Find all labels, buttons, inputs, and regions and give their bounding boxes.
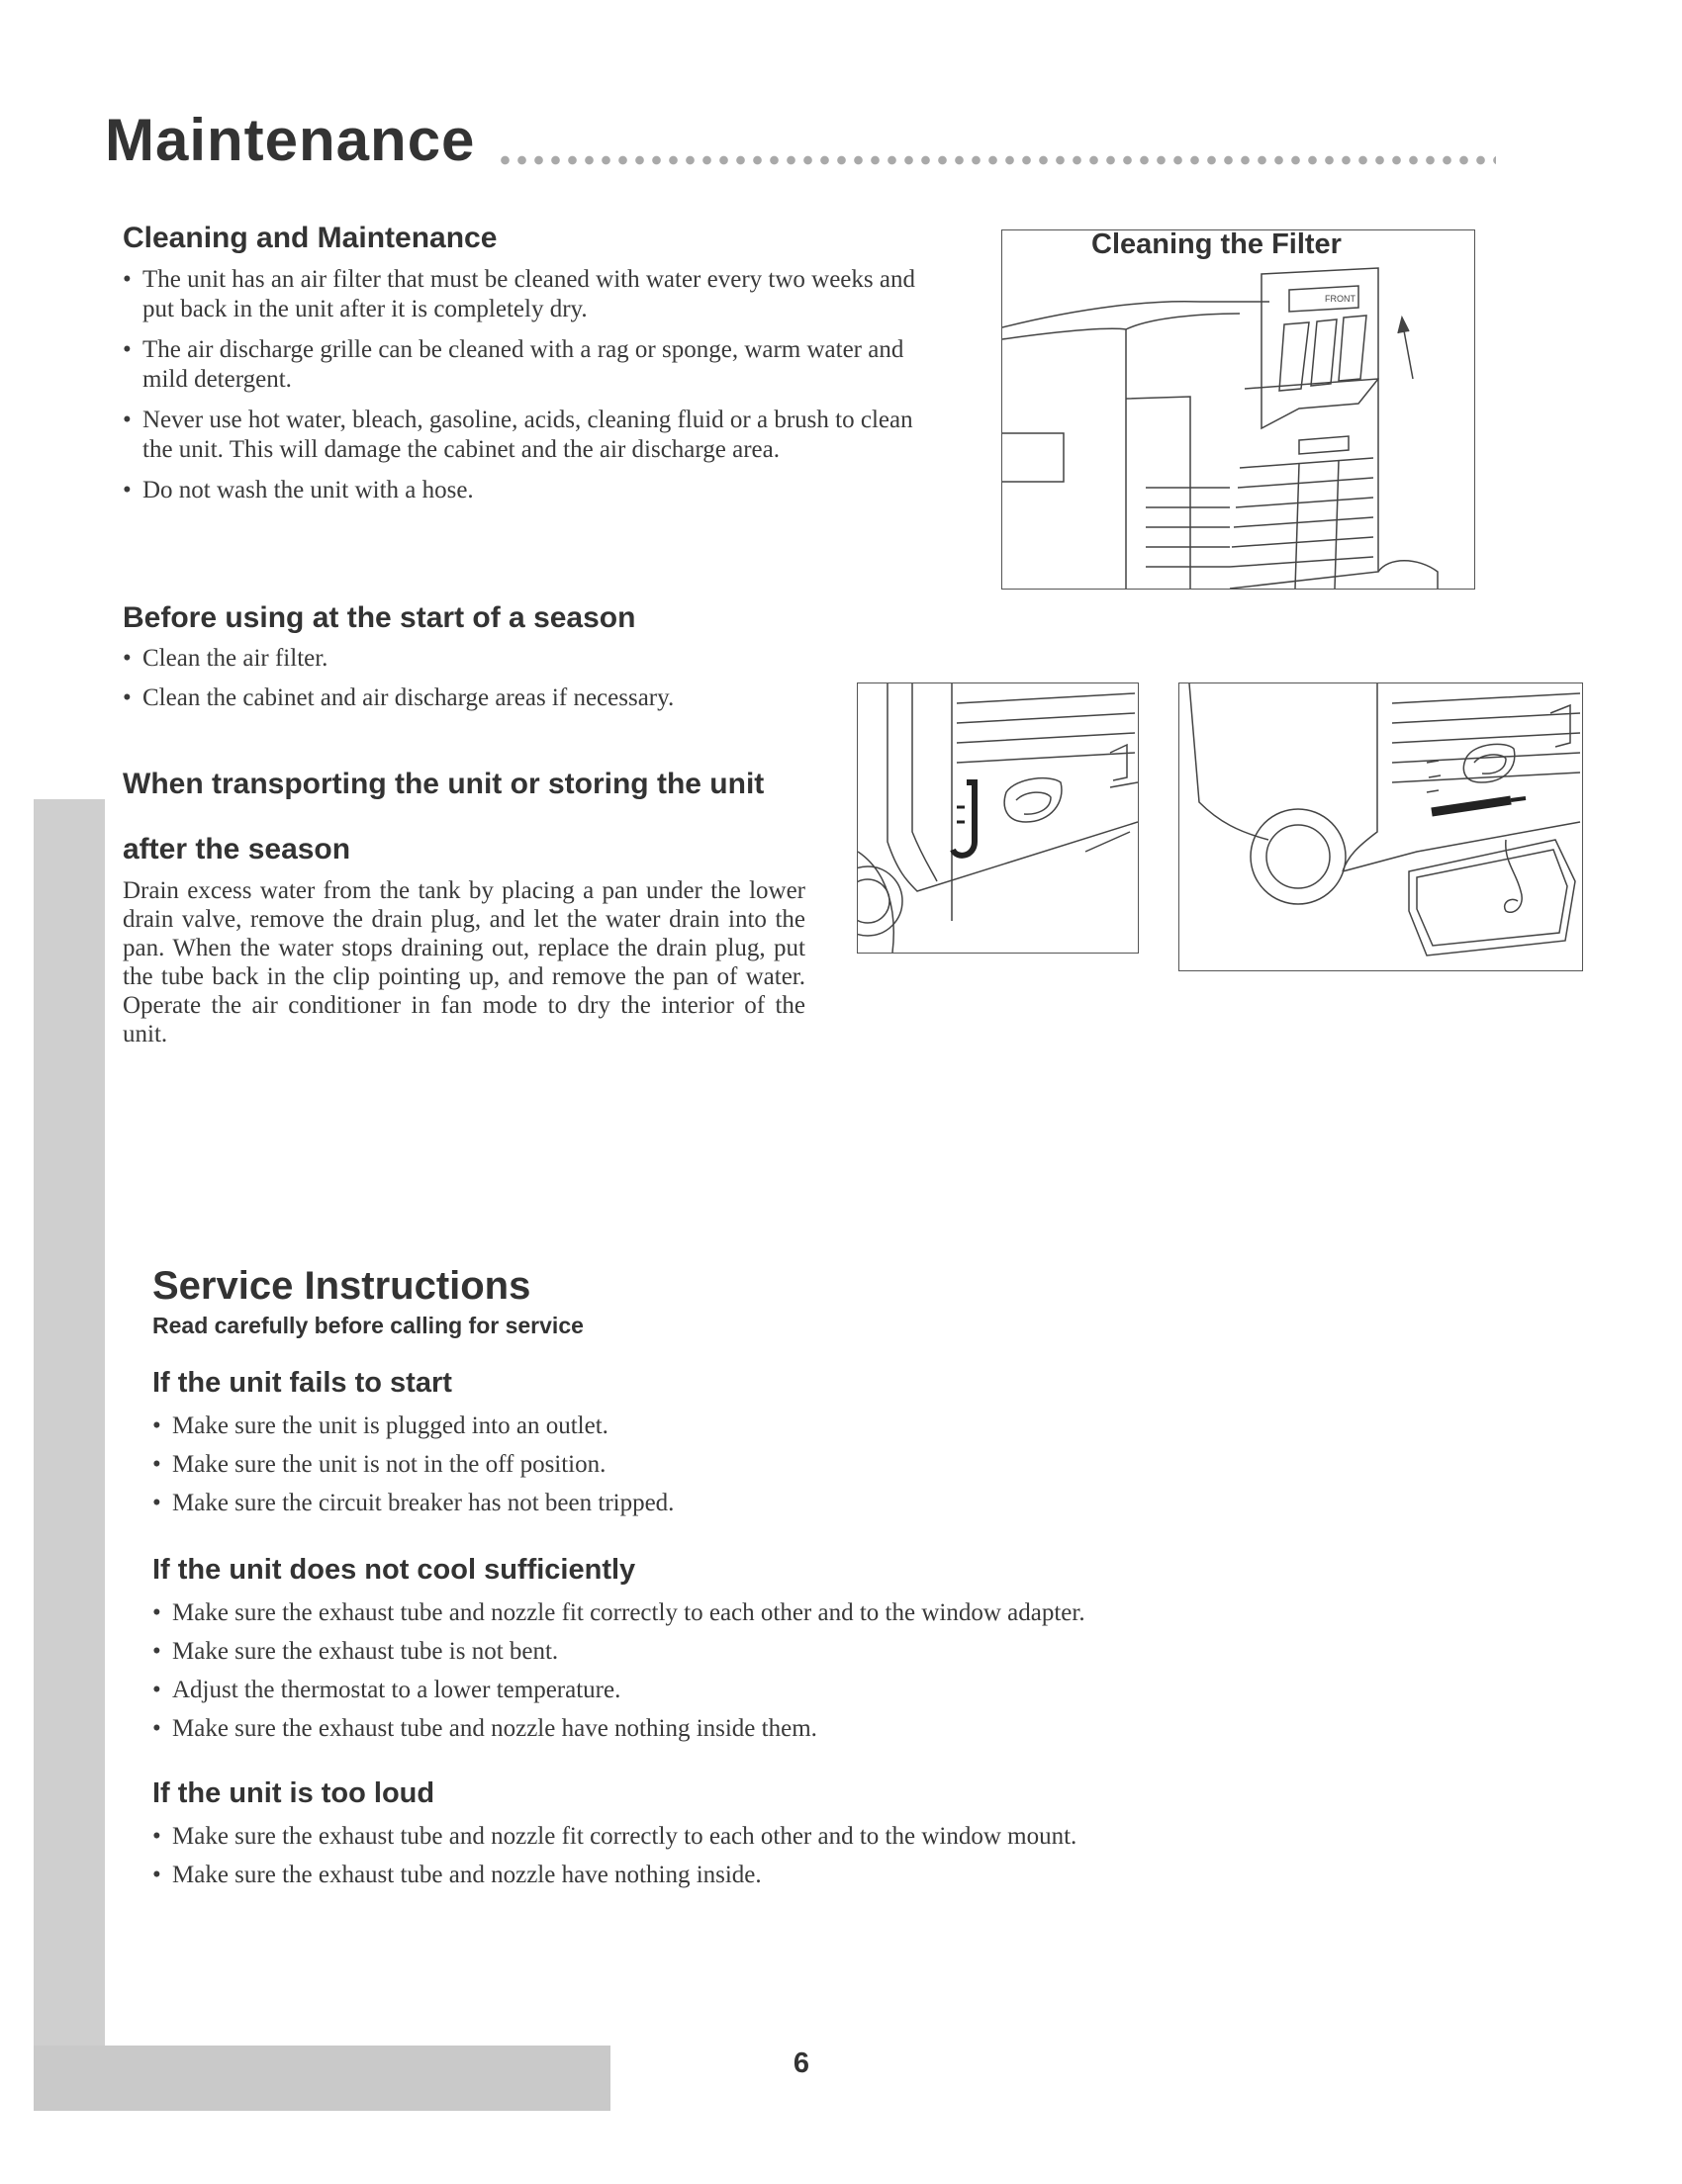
page-title: Maintenance	[105, 107, 476, 173]
list-item: • The air discharge grille can be cleaned with a rag or sponge, warm water and mild detergent.	[123, 335, 944, 395]
list-item: • Make sure the exhaust tube and nozzle have nothing inside them.	[152, 1714, 1538, 1743]
drain-figure-left	[857, 682, 1139, 954]
list-item: • The unit has an air filter that must be cleaned with water every two weeks and put back in the unit after it is completely dry.	[123, 265, 944, 324]
drain-figure-right	[1178, 682, 1583, 971]
cleaning-list	[123, 265, 944, 516]
drain-plug-illustration	[858, 683, 1138, 953]
list-item: • Make sure the exhaust tube and nozzle fit correctly to each other and to the window adapter.	[152, 1598, 1538, 1627]
title-dot-leader	[497, 153, 1496, 167]
filter-figure-title: Cleaning the Filter	[1083, 229, 1350, 261]
list-item: • Make sure the exhaust tube is not bent.	[152, 1637, 1538, 1666]
list-item: • Adjust the thermostat to a lower temperature.	[152, 1676, 1538, 1704]
cleaning-heading: Cleaning and Maintenance	[123, 222, 498, 254]
list-item: • Make sure the exhaust tube and nozzle fit correctly to each other and to the window mount.	[152, 1822, 1538, 1851]
front-label: FRONT	[1325, 294, 1355, 304]
fails-to-start-heading: If the unit fails to start	[152, 1367, 452, 1399]
fails-to-start-list	[152, 1411, 1241, 1527]
list-item: • Never use hot water, bleach, gasoline, acids, cleaning fluid or a brush to clean the unit. This will damage the cabinet and the air discharge area.	[123, 406, 944, 465]
list-item: • Make sure the circuit breaker has not been tripped.	[152, 1489, 1241, 1517]
transport-body: Drain excess water from the tank by placing a pan under the lower drain valve, remove the drain plug, and let the water drain into the pan. When the water stops draining out, replace the drain plug, put the tube back in the clip pointing up, and remove the pan of water. Operate the air conditioner in fan mode to dry the interior of the unit.	[123, 877, 805, 1047]
list-item: • Clean the cabinet and air discharge areas if necessary.	[123, 683, 875, 713]
service-title: Service Instructions	[152, 1264, 531, 1308]
transport-heading-line2: after the season	[123, 833, 351, 865]
not-cooling-heading: If the unit does not cool sufficiently	[152, 1554, 636, 1586]
not-cooling-list	[152, 1598, 1538, 1753]
decorative-side-bar	[34, 799, 105, 2111]
drain-pan-illustration	[1179, 683, 1582, 970]
transport-heading: When transporting the unit or storing the unit	[123, 768, 765, 800]
service-subtitle: Read carefully before calling for service	[152, 1313, 584, 1338]
list-item: • Make sure the unit is plugged into an outlet.	[152, 1411, 1241, 1440]
list-item: • Make sure the exhaust tube and nozzle have nothing inside.	[152, 1861, 1538, 1889]
decorative-footer-bar	[34, 2046, 610, 2111]
season-start-heading: Before using at the start of a season	[123, 601, 636, 634]
filter-figure	[1001, 229, 1475, 590]
too-loud-list	[152, 1822, 1538, 1899]
too-loud-heading: If the unit is too loud	[152, 1777, 435, 1809]
list-item: • Make sure the unit is not in the off position.	[152, 1450, 1241, 1479]
list-item: • Do not wash the unit with a hose.	[123, 476, 944, 505]
season-start-list	[123, 644, 875, 723]
list-item: • Clean the air filter.	[123, 644, 875, 674]
filter-illustration	[1002, 230, 1474, 589]
page-number: 6	[793, 2048, 810, 2079]
